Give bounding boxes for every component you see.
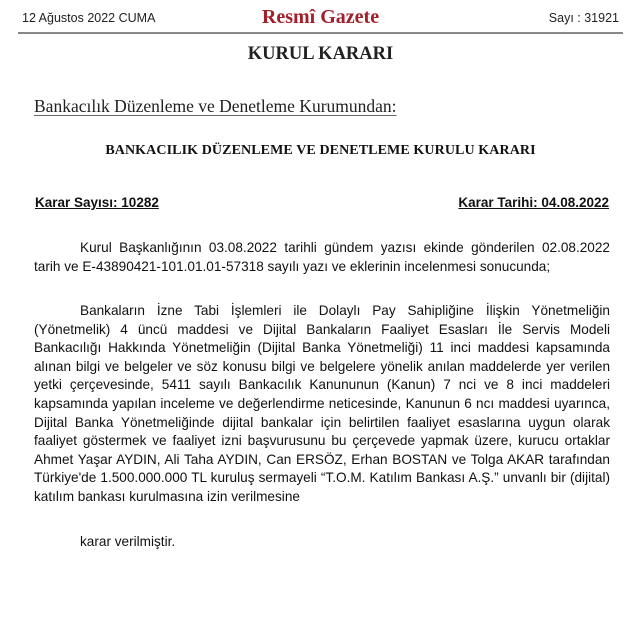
issue-number: Sayı : 31921 xyxy=(548,11,619,25)
paragraph-text: Kurul Başkanlığının 03.08.2022 tarihli gündem yazısı ekinde gönderilen 02.08.2022 tarih ve E-43890421-101.01.01-57318 sayılı yazı ve eklerinin incelenmesi sonucunda; xyxy=(34,240,610,274)
publication-date: 12 Ağustos 2022 CUMA xyxy=(22,11,156,25)
header-divider xyxy=(18,32,623,34)
gazette-title: Resmî Gazete xyxy=(261,6,380,28)
section-title: KURUL KARARI xyxy=(247,44,394,64)
paragraph-conclusion: karar verilmiştir. xyxy=(80,534,176,549)
paragraph-body xyxy=(34,302,610,507)
paragraph-intro xyxy=(34,239,610,276)
decision-number: Karar Sayısı: 10282 xyxy=(35,195,159,210)
paragraph-text: Bankaların İzne Tabi İşlemleri ile Dolaylı Pay Sahipliğine İlişkin Yönetmeliğin (Yönetmelik) 4 üncü maddesi ve Dijital Bankaların Faaliyet Esasları İle Servis Modeli Bankacılığı Hakkında Yönetmeliğin (Dijital Banka Yönetmeliği) 11 inci maddesi kapsamında alınan bilgi ve belgeler ve söz konusu bilgi ve belgelere yönelik anılan maddelerde yer verilen yetki çerçevesinde, 5411 sayılı Bankacılık Kanununun (Kanun) 7 nci ve 8 inci maddeleri kapsamında yapılan inceleme ve değerlendirme neticesinde, Kanunun 6 ncı maddesi uyarınca, Dijital Banka Yönetmeliğinde dijital bankalar için belirtilen faaliyet esaslarına uygun olarak faaliyet göstermek ve faaliyet izni başvurusunu bu çerçevede yapmak üzere, kurucu ortaklar Ahmet Yaşar AYDIN, Ali Taha AYDIN, Can ERSÖZ, Erhan BOSTAN ve Tolga AKAR tarafından Türkiye'de 1.500.000.000 TL kuruluş sermayeli “T.O.M. Katılım Bankası A.Ş.” unvanlı bir (dijital) katılım bankası kurulmasına izin verilmesine xyxy=(34,303,610,504)
decision-title: BANKACILIK DÜZENLEME VE DENETLEME KURULU KARARI xyxy=(105,143,536,158)
issuing-institution: Bankacılık Düzenleme ve Denetleme Kurumundan: xyxy=(34,96,397,116)
decision-date: Karar Tarihi: 04.08.2022 xyxy=(458,195,609,210)
gazette-header xyxy=(18,6,623,32)
